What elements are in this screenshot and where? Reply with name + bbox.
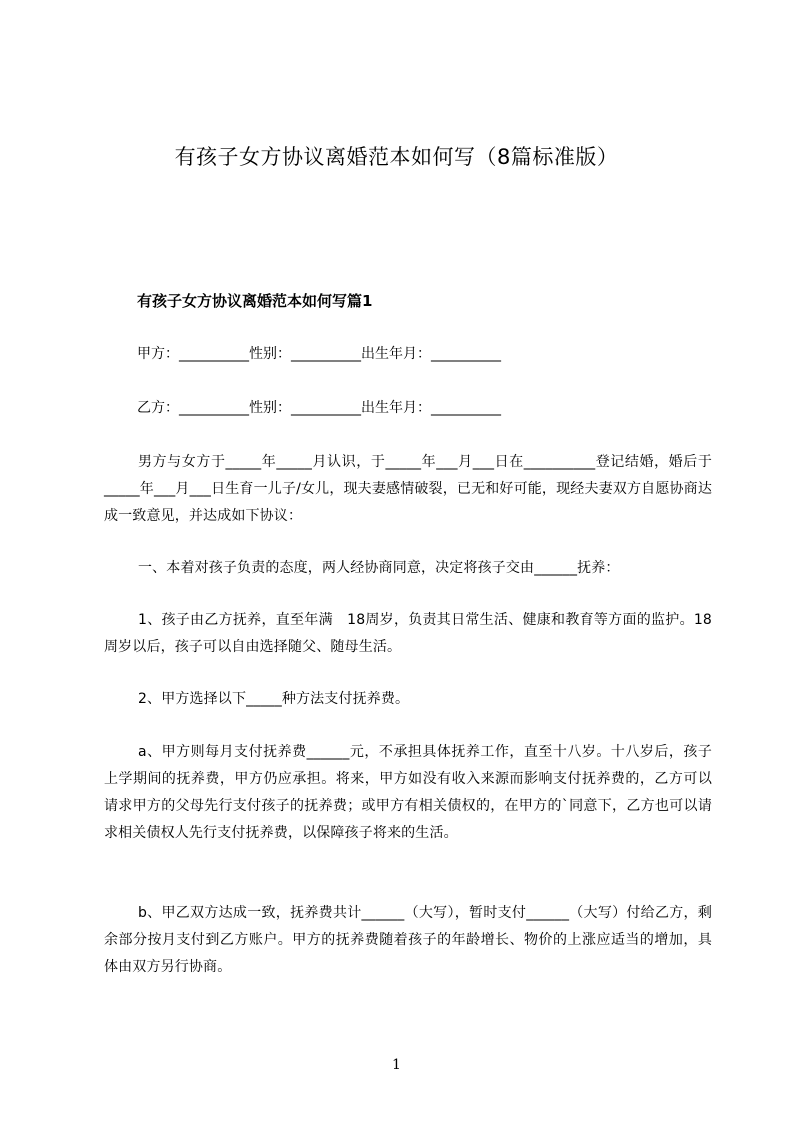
paragraph-payment-method: 2、甲方选择以下_____种方法支付抚养费。 xyxy=(138,691,410,707)
paragraph-custody: 1、孩子由乙方抚养，直至年满 18周岁，负责其日常生活、健康和教育等方面的监护。18周岁以后，孩子可以自由选择随父、随母生活。 xyxy=(104,612,712,655)
document-title: 有孩子女方协议离婚范本如何写（8篇标准版） xyxy=(174,145,619,169)
page-number: 1 xyxy=(392,1057,401,1073)
paragraph-clause-one: 一、本着对孩子负责的态度，两人经协商同意，决定将孩子交由______抚养： xyxy=(138,560,620,576)
section-heading: 有孩子女方协议离婚范本如何写篇1 xyxy=(137,292,373,310)
paragraph-option-b: b、甲乙双方达成一致，抚养费共计______（大写），暂时支付______（大写）付给乙方，剩余部分按月支付到乙方账户。甲方的抚养费随着孩子的年龄增长、物价的上涨应适当的增加，具体由双方另行协商。 xyxy=(104,905,712,975)
paragraph-introduction: 男方与女方于_____年_____月认识，于_____年___月___日在__________登记结婚，婚后于_____年___月___日生育一儿子/女儿，现夫妻感情破裂，已无和好可能，现经夫妻双方自愿协商达成一致意见，并达成如下协议： xyxy=(104,454,712,524)
party-a-line: 甲方：__________性别：__________出生年月：__________ xyxy=(137,346,501,362)
paragraph-option-a: a、甲方则每月支付抚养费______元，不承担具体抚养工作，直至十八岁。十八岁后，孩子上学期间的抚养费，甲方仍应承担。将来，甲方如没有收入来源而影响支付抚养费的，乙方可以请求甲方的父母先行支付孩子的抚养费；或甲方有相关债权的，在甲方的`同意下，乙方也可以请求相关债权人先行支付抚养费，以保障孩子将来的生活。 xyxy=(104,744,712,841)
party-b-line: 乙方：__________性别：__________出生年月：__________ xyxy=(137,400,501,416)
